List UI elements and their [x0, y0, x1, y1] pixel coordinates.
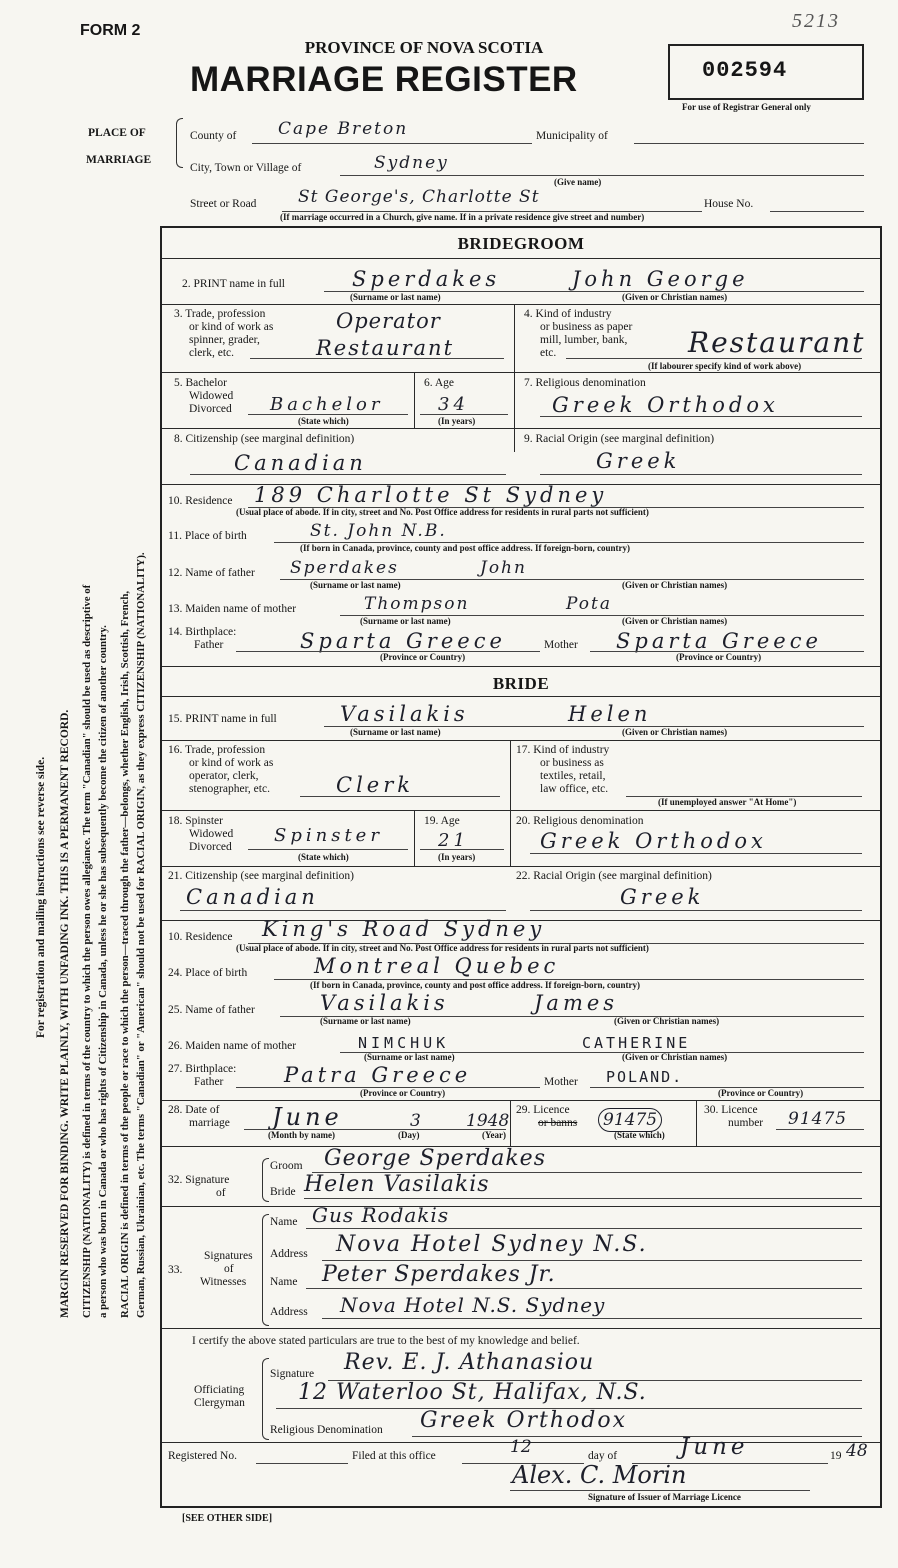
groom-religion-label: 7. Religious denomination [524, 377, 646, 389]
witness-label-1: Signatures [204, 1250, 253, 1262]
groom-father-given-hint: (Given or Christian names) [622, 580, 728, 590]
groom-heading: BRIDEGROOM [457, 234, 585, 253]
sig-bracket [262, 1158, 269, 1202]
form-number: FORM 2 [80, 22, 141, 39]
bride-status-label-1: 18. Spinster [168, 815, 223, 827]
clergy-religion[interactable]: Greek Orthodox [420, 1408, 627, 1433]
groom-status-label-1: 5. Bachelor [174, 377, 228, 389]
groom-trade-1[interactable]: Operator [336, 309, 441, 333]
bride-mother-label: 26. Maiden name of mother [168, 1040, 297, 1052]
groom-citizenship-line [190, 474, 506, 475]
province-heading: PROVINCE OF NOVA SCOTIA [304, 38, 544, 57]
bride-industry-label-3: textiles, retail, [540, 770, 606, 782]
place-note: (If marriage occurred in a Church, give name. If in a private residence give street and number) [280, 212, 645, 222]
bride-age-hint: (In years) [438, 852, 476, 862]
bride-age[interactable]: 21 [438, 830, 469, 851]
witness-label-3: Witnesses [200, 1276, 247, 1288]
filed-year[interactable]: 48 [846, 1441, 868, 1461]
groom-age-hint: (In years) [438, 416, 476, 426]
city-line [340, 175, 864, 176]
registered-label: Registered No. [168, 1450, 237, 1462]
bride-section [160, 674, 882, 694]
groom-birthplace2-father: Father [194, 639, 224, 651]
bride-mother-given[interactable]: CATHERINE [582, 1034, 691, 1052]
groom-racial-label: 9. Racial Origin (see marginal definition) [524, 433, 715, 445]
sig-label-2: of [216, 1187, 226, 1199]
licence-number-label-2: number [728, 1117, 764, 1129]
groom-name-label [182, 278, 285, 291]
place-label-2: MARRIAGE [86, 154, 152, 166]
bride-father-surname[interactable]: Vasilakis [320, 991, 449, 1015]
groom-residence-label: 10. Residence [168, 495, 233, 507]
licence-state-hint: (State which) [614, 1130, 665, 1140]
see-other-side: [SEE OTHER SIDE] [182, 1513, 273, 1524]
bride-status-line [248, 849, 408, 850]
bride-father-surname-hint: (Surname or last name) [320, 1016, 411, 1026]
groom-mother-surname-hint: (Surname or last name) [360, 616, 451, 626]
bride-surname[interactable]: Vasilakis [340, 702, 469, 726]
bride-name-label: 15. PRINT name in full [168, 713, 277, 725]
wit1-address[interactable]: Nova Hotel Sydney N.S. [336, 1232, 648, 1257]
city-value[interactable]: Sydney [374, 153, 449, 173]
row-line [162, 810, 880, 811]
bride-given[interactable]: Helen [568, 702, 652, 726]
bride-industry-label-1: 17. Kind of industry [516, 744, 610, 756]
bride-citizenship-line [180, 910, 506, 911]
bride-industry-label-4: law office, etc. [540, 783, 609, 795]
margin-citizenship-1: CITIZENSHIP (NATIONALITY) is defined in terms of the country to which the person owes allegiance. The term "Canadian" should be used as descriptive of [81, 584, 93, 1318]
date-col-divider [510, 1100, 511, 1146]
bride-mother-birthplace[interactable]: POLAND. [606, 1068, 684, 1086]
municipality-label: Municipality of [536, 130, 608, 142]
give-name-hint: (Give name) [554, 177, 602, 187]
licence-state[interactable]: 91475 [598, 1108, 662, 1132]
place-label-1: PLACE OF [88, 127, 146, 139]
section-line [162, 666, 880, 667]
marriage-day-hint: (Day) [398, 1130, 420, 1140]
bride-trade-label-4: stenographer, etc. [189, 783, 270, 795]
witness-number: 33. [168, 1264, 183, 1276]
licence-number-line [776, 1129, 864, 1130]
filed-year-prefix: 19 [830, 1450, 842, 1462]
groom-given[interactable]: John George [572, 267, 749, 291]
municipality-line [634, 143, 864, 144]
bride-status-label-3: Divorced [189, 841, 232, 853]
groom-mother-given[interactable]: Pota [566, 594, 612, 614]
bride-residence[interactable]: King's Road Sydney [262, 917, 546, 941]
bride-surname-hint: (Surname or last name) [350, 727, 441, 737]
filed-day[interactable]: 12 [510, 1437, 532, 1457]
registration-number-box [668, 44, 864, 100]
bride-col-divider-1 [510, 740, 511, 866]
groom-mother-label: 13. Maiden name of mother [168, 603, 297, 615]
county-line [252, 143, 532, 144]
groom-mother-surname[interactable]: Thompson [364, 594, 470, 614]
county-value[interactable]: Cape Breton [278, 119, 409, 139]
marriage-year[interactable]: 1948 [466, 1111, 510, 1131]
bride-racial-label: 22. Racial Origin (see marginal definition) [516, 870, 712, 882]
wit1-name-line [306, 1228, 862, 1229]
bride-religion[interactable]: Greek Orthodox [540, 829, 767, 853]
bride-trade[interactable]: Clerk [336, 773, 414, 797]
groom-trade-label-4: clerk, etc. [189, 347, 235, 359]
row-line [162, 372, 880, 373]
registered-line [256, 1463, 348, 1464]
marriage-date-label-1: 28. Date of [168, 1104, 220, 1116]
margin-racial-1: RACIAL ORIGIN is defined in terms of the people or race to which the person—traced through the father—belongs, whether English, Irish, Scottish, French, [119, 590, 131, 1318]
bride-status-label-2: Widowed [189, 828, 234, 840]
clergy-label-1: Officiating [194, 1384, 245, 1396]
licence-label-2: or banns [538, 1117, 578, 1129]
house-label: House No. [704, 198, 754, 210]
groom-father-surname[interactable]: Sperdakes [290, 558, 399, 578]
groom-industry-label-4: etc. [540, 347, 557, 359]
clergy-bracket [262, 1358, 269, 1440]
clergy-religion-label: Religious Denomination [270, 1424, 383, 1436]
groom-surname-hint: (Surname or last name) [350, 292, 441, 302]
clergy-label-2: Clergyman [194, 1397, 245, 1409]
margin-citizenship-2: a person who was born in Canada or who has rights of Citizenship in Canada, unless he or she has subsequently become the citizen of another country. [97, 625, 109, 1318]
groom-citizenship-label: 8. Citizenship (see marginal definition) [174, 433, 355, 445]
groom-name-label-text: 2. PRINT name in full [182, 278, 285, 290]
wit1-address-label: Address [270, 1248, 308, 1260]
sig-label-1: 32. Signature [168, 1174, 230, 1186]
marriage-date-label-2: marriage [189, 1117, 230, 1129]
wit2-name-label: Name [270, 1276, 298, 1288]
bride-father-given-hint: (Given or Christian names) [614, 1016, 720, 1026]
bride-mother-surname[interactable]: NIMCHUK [358, 1034, 450, 1052]
groom-age[interactable]: 34 [438, 394, 469, 415]
bride-birthplace2-mother: Mother [544, 1076, 578, 1088]
groom-status-label-3: Divorced [189, 403, 232, 415]
groom-birthplace-note: (If born in Canada, province, county and post office address. If foreign-born, country) [300, 543, 631, 553]
filed-label: Filed at this office [352, 1450, 436, 1462]
bride-father-label: 25. Name of father [168, 1004, 255, 1016]
groom-heading-line [162, 258, 880, 259]
house-line [770, 211, 864, 212]
filed-month[interactable]: June [680, 1434, 749, 1460]
groom-trade-2[interactable]: Restaurant [316, 336, 455, 360]
groom-col-divider-2 [414, 372, 415, 428]
groom-industry-line [566, 358, 862, 359]
groom-racial[interactable]: Greek [596, 449, 681, 473]
wit2-address-label: Address [270, 1306, 308, 1318]
bride-industry-label-2: or business as [540, 757, 604, 769]
margin-instructions: For registration and mailing instructions see reverse side. [35, 756, 47, 1038]
licence-col-divider [696, 1100, 697, 1146]
marriage-month[interactable]: June [272, 1103, 343, 1131]
bride-sig-label: Bride [270, 1186, 296, 1198]
clergy-address[interactable]: 12 Waterloo St, Halifax, N.S. [298, 1380, 647, 1405]
groom-age-label: 6. Age [424, 377, 455, 389]
groom-trade-label-3: spinner, grader, [189, 334, 260, 346]
section-line [162, 1100, 880, 1101]
bride-age-line [420, 849, 504, 850]
licence-label-1: 29. Licence [516, 1104, 570, 1116]
bride-residence-label: 10. Residence [168, 931, 233, 943]
clergy-religion-line [412, 1436, 862, 1437]
groom-mother-birthplace[interactable]: Sparta Greece [616, 629, 822, 653]
groom-citizenship[interactable]: Canadian [234, 451, 367, 475]
issuer-line [510, 1490, 810, 1491]
bride-mother-given-hint: (Given or Christian names) [622, 1052, 728, 1062]
witness-bracket [262, 1214, 269, 1326]
groom-mother-bp-hint: (Province or Country) [676, 652, 762, 662]
groom-status[interactable]: Bachelor [270, 394, 384, 415]
groom-racial-line [540, 474, 862, 475]
city-label: City, Town or Village of [190, 162, 302, 174]
bride-racial[interactable]: Greek [620, 885, 705, 909]
bride-status[interactable]: Spinster [274, 825, 383, 846]
bride-trade-line [300, 796, 500, 797]
bride-religion-label: 20. Religious denomination [516, 815, 644, 827]
groom-industry-label-2: or business as paper [540, 321, 633, 333]
issuer-label: Signature of Issuer of Marriage Licence [588, 1492, 741, 1502]
margin-racial-2: German, Russian, Ukrainian, etc. The terms "Canadian" or "American" should not be used for RACIAL ORIGIN, as they express CITIZENSHIP (NATIONALITY). [135, 552, 147, 1318]
bride-religion-line [530, 853, 862, 854]
wit2-address[interactable]: Nova Hotel N.S. Sydney [340, 1293, 606, 1317]
bride-mother-surname-hint: (Surname or last name) [364, 1052, 455, 1062]
marriage-month-hint: (Month by name) [268, 1130, 335, 1140]
wit1-name-label: Name [270, 1216, 298, 1228]
bride-age-label: 19. Age [424, 815, 460, 827]
bride-father-birthplace[interactable]: Patra Greece [284, 1063, 472, 1087]
bride-heading: BRIDE [492, 674, 550, 693]
bride-birthplace-note: (If born in Canada, province, county and post office address. If foreign-born, country) [310, 980, 641, 990]
day-of-label: day of [588, 1450, 618, 1462]
bride-trade-label-2: or kind of work as [189, 757, 274, 769]
groom-father-surname-hint: (Surname or last name) [310, 580, 401, 590]
groom-birthplace[interactable]: St. John N.B. [310, 521, 447, 541]
groom-given-hint: (Given or Christian names) [622, 292, 728, 302]
registration-number: 002594 [702, 58, 788, 83]
place-bracket [176, 118, 183, 168]
groom-mother-given-hint: (Given or Christian names) [622, 616, 728, 626]
bride-sig-line [304, 1198, 862, 1199]
clergy-signature[interactable]: Rev. E. J. Athanasiou [344, 1350, 595, 1375]
street-value[interactable]: St George's, Charlotte St [298, 187, 540, 207]
groom-residence-note: (Usual place of abode. If in city, street and No. Post Office address for residents in rural parts not sufficient) [236, 507, 649, 517]
page-title: MARRIAGE REGISTER [190, 60, 578, 99]
groom-surname[interactable]: Sperdakes [352, 267, 501, 291]
row-line [162, 1328, 880, 1329]
groom-father-label: 12. Name of father [168, 567, 255, 579]
groom-industry-label-1: 4. Kind of industry [524, 308, 612, 320]
licence-number[interactable]: 91475 [788, 1109, 848, 1129]
groom-sig-label: Groom [270, 1160, 303, 1172]
bride-citizenship-label: 21. Citizenship (see marginal definition) [168, 870, 354, 882]
bride-given-hint: (Given or Christian names) [622, 727, 728, 737]
wit2-address-line [322, 1318, 862, 1319]
marriage-year-hint: (Year) [482, 1130, 506, 1140]
issuer-signature[interactable]: Alex. C. Morin [512, 1461, 687, 1489]
groom-status-hint: (State which) [298, 416, 349, 426]
groom-father-given[interactable]: John [480, 558, 527, 578]
bride-mother-bp-hint: (Province or Country) [718, 1088, 804, 1098]
wit2-name[interactable]: Peter Sperdakes Jr. [322, 1262, 556, 1287]
clergy-sig-label: Signature [270, 1368, 315, 1380]
bride-heading-line [162, 696, 880, 697]
bride-father-given[interactable]: James [534, 991, 619, 1015]
bride-birthplace[interactable]: Montreal Quebec [314, 954, 560, 978]
groom-father-bp-hint: (Province or Country) [380, 652, 466, 662]
bride-status-hint: (State which) [298, 852, 349, 862]
row-line [162, 304, 880, 305]
groom-age-line [420, 414, 508, 415]
row-line [162, 866, 880, 867]
groom-trade-label-1: 3. Trade, profession [174, 308, 266, 320]
groom-religion-line [540, 416, 862, 417]
margin-binding-note: MARGIN RESERVED FOR BINDING. WRITE PLAINLY, WITH UNFADING INK. THIS IS A PERMANENT RECORD. [59, 709, 71, 1318]
groom-section [160, 234, 882, 254]
groom-industry-label-3: mill, lumber, bank, [540, 334, 628, 346]
row-line [162, 1206, 880, 1207]
wit1-address-line [322, 1260, 862, 1261]
bride-birthplace2-label: 27. Birthplace: [168, 1063, 237, 1075]
bride-industry-note: (If unemployed answer "At Home") [658, 797, 797, 807]
groom-birthplace-label: 11. Place of birth [168, 530, 247, 542]
bride-citizenship[interactable]: Canadian [186, 885, 319, 909]
groom-industry-note: (If labourer specify kind of work above) [648, 361, 802, 371]
groom-father-birthplace[interactable]: Sparta Greece [300, 629, 506, 653]
groom-status-label-2: Widowed [189, 390, 234, 402]
bride-col-divider-2 [414, 810, 415, 866]
bride-birthplace2-father: Father [194, 1076, 224, 1088]
street-label: Street or Road [190, 198, 257, 210]
wit2-name-line [306, 1288, 862, 1289]
county-label: County of [190, 130, 237, 142]
groom-trade-line [250, 358, 504, 359]
wit1-name[interactable]: Gus Rodakis [312, 1203, 450, 1227]
bride-signature[interactable]: Helen Vasilakis [304, 1172, 490, 1197]
row-line [162, 428, 880, 429]
groom-status-line [248, 414, 408, 415]
licence-number-label-1: 30. Licence [704, 1104, 758, 1116]
groom-signature[interactable]: George Sperdakes [324, 1146, 546, 1171]
registrar-note: For use of Registrar General only [682, 102, 811, 112]
bride-racial-line [530, 910, 862, 911]
witness-label-2: of [224, 1263, 234, 1275]
bride-father-bp-hint: (Province or Country) [360, 1088, 446, 1098]
corner-note: 5213 [792, 10, 840, 32]
bride-trade-label-3: operator, clerk, [189, 770, 259, 782]
groom-birthplace2-label: 14. Birthplace: [168, 626, 237, 638]
row-line [162, 740, 880, 741]
groom-birthplace2-mother: Mother [544, 639, 578, 651]
bride-trade-label-1: 16. Trade, profession [168, 744, 266, 756]
groom-residence[interactable]: 189 Charlotte St Sydney [254, 483, 608, 507]
groom-religion[interactable]: Greek Orthodox [552, 393, 779, 417]
bride-birthplace-label: 24. Place of birth [168, 967, 248, 979]
groom-industry[interactable]: Restaurant [688, 326, 866, 359]
groom-col-divider-1 [514, 304, 515, 452]
groom-trade-label-2: or kind of work as [189, 321, 274, 333]
marriage-day[interactable]: 3 [410, 1111, 423, 1131]
certify-statement: I certify the above stated particulars are true to the best of my knowledge and belief. [192, 1335, 580, 1347]
bride-residence-note: (Usual place of abode. If in city, street and No. Post Office address for residents in rural parts not sufficient) [236, 943, 649, 953]
